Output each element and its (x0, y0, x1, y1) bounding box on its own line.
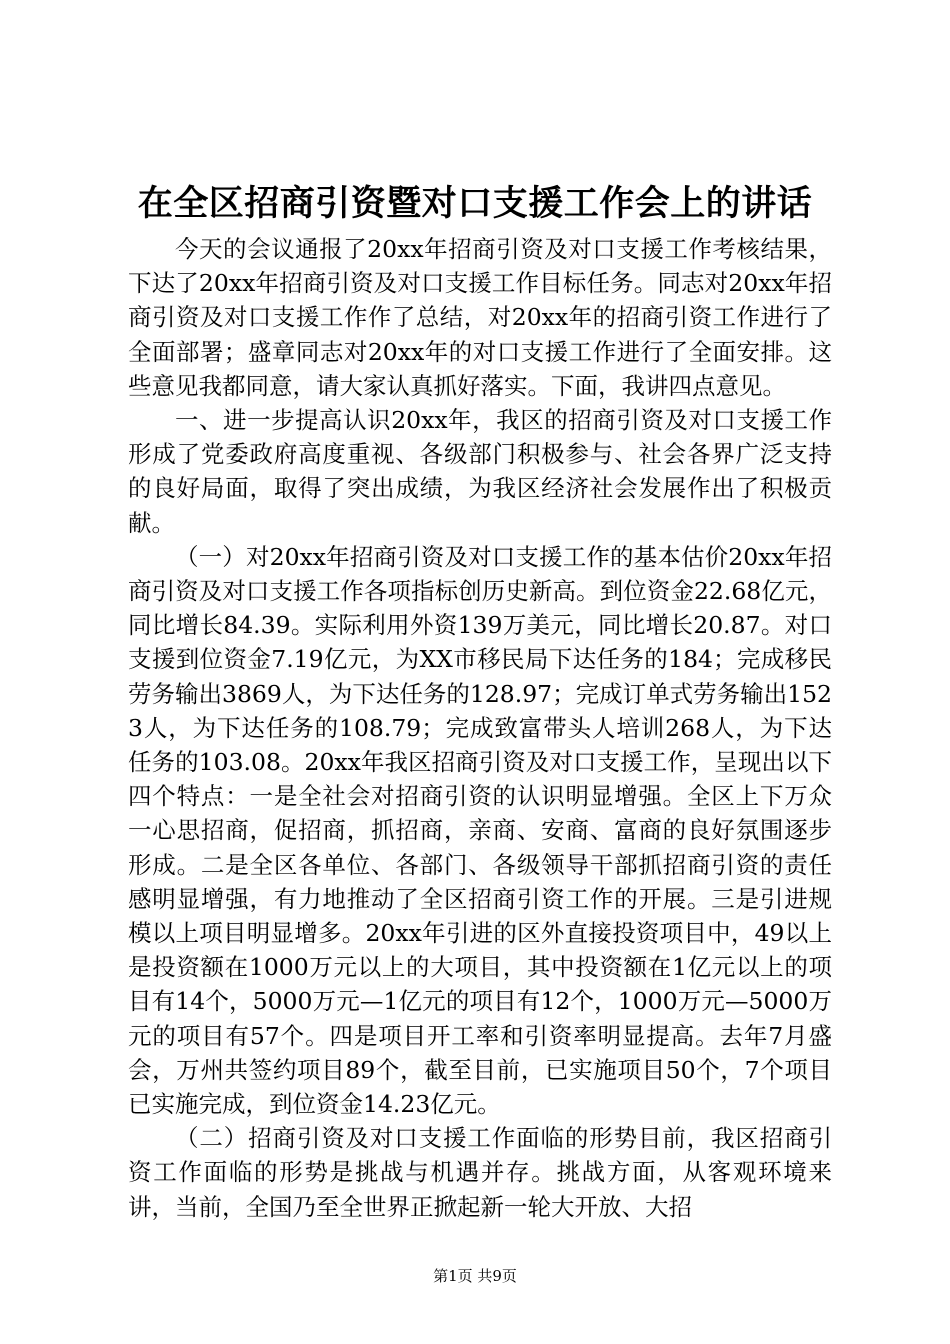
document-body (128, 232, 832, 1224)
paragraph-intro: 今天的会议通报了20xx年招商引资及对口支援工作考核结果，下达了20xx年招商引资及对口支援工作目标任务。同志对20xx年招商引资及对口支援工作作了总结，对20xx年的招商引资工作进行了全面部署；盛章同志对20xx年的对口支援工作进行了全面安排。这些意见我都同意，请大家认真抓好落实。下面，我讲四点意见。 (128, 235, 832, 400)
paragraph-subsection-1: （一）对20xx年招商引资及对口支援工作的基本估价20xx年招商引资及对口支援工作各项指标创历史新高。到位资金22.68亿元，同比增长84.39。实际利用外资139万美元，同比增长20.87。对口支援到位资金7.19亿元，为XX市移民局下达任务的184；完成移民劳务输出3869人，为下达任务的128.97；完成订单式劳务输出1523人，为下达任务的108.79；完成致富带头人培训268人，为下达任务的103.08。20xx年我区招商引资及对口支援工作，呈现出以下四个特点：一是全社会对招商引资的认识明显增强。全区上下万众一心思招商，促招商，抓招商，亲商、安商、富商的良好氛围逐步形成。二是全区各单位、各部门、各级领导干部抓招商引资的责任感明显增强，有力地推动了全区招商引资工作的开展。三是引进规模以上项目明显增多。20xx年引进的区外直接投资项目中，49以上是投资额在1000万元以上的大项目，其中投资额在1亿元以上的项目有14个，5000万元—1亿元的项目有12个，1000万元—5000万元的项目有57个。四是项目开工率和引资率明显提高。去年7月盛会，万州共签约项目89个，截至目前，已实施项目50个，7个项目已实施完成，到位资金14.23亿元。 (128, 542, 832, 1119)
document-title: 在全区招商引资暨对口支援工作会上的讲话 (137, 183, 813, 224)
page-number-footer: 第1页 共9页 (433, 1267, 517, 1285)
paragraph-section-1: 一、进一步提高认识20xx年，我区的招商引资及对口支援工作形成了党委政府高度重视、各级部门积极参与、社会各界广泛支持的良好局面，取得了突出成绩，为我区经济社会发展作出了积极贡献。 (128, 406, 832, 537)
paragraph-subsection-2: （二）招商引资及对口支援工作面临的形势目前，我区招商引资工作面临的形势是挑战与机遇并存。挑战方面，从客观环境来讲，当前，全国乃至全世界正掀起新一轮大开放、大招 (128, 1124, 832, 1221)
